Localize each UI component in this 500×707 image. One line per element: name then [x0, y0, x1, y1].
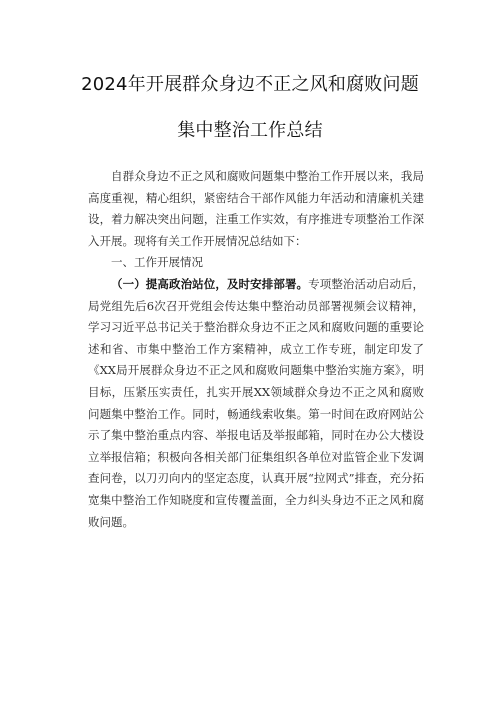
- document-title-line1: 2024年开展群众身边不正之风和腐败问题: [81, 74, 419, 95]
- document-body: [88, 166, 424, 533]
- subsection-text: 专项整治活动启动后，局党组先后6次召开党组会传达集中整治动员部署视频会议精神，学习习近平总书记关于整治群众身边不正之风和腐败问题的重要论述和省、市集中整治工作方案精神，成立工作专班，制定印发了《XX局开展群众身边不正之风和腐败问题集中整治实施方案》，明目标，压紧压实责任，扎实开展XX领域群众身边不正之风和腐败问题集中整治工作。同时，畅通线索收集。第一时间在政府网站公示了集中整治重点内容、举报电话及举报邮箱，同时在办公大楼设立举报信箱；积极向各相关部门征集组织各单位对监管企业下发调查问卷，以刀刃向内的坚定态度，认真开展“拉网式”排查，充分拓宽集中整治工作知晓度和宣传覆盖面，全力纠头身边不正之风和腐败问题。: [88, 276, 425, 529]
- section-heading: 一、工作开展情况: [111, 255, 203, 270]
- subsection-paragraph: [88, 274, 424, 533]
- intro-paragraph: 自群众身边不正之风和腐败问题集中整治工作开展以来，我局高度重视，精心组织，紧密结合干部作风能力年活动和清廉机关建设，着力解决突出问题，注重工作实效，有序推进专项整治工作深入开展。现将有关工作开展情况总结如下：: [88, 169, 424, 248]
- document-title-line2: 集中整治工作总结: [177, 120, 323, 141]
- subsection-lead: （一）提高政治站位，及时安排部署。: [111, 276, 309, 291]
